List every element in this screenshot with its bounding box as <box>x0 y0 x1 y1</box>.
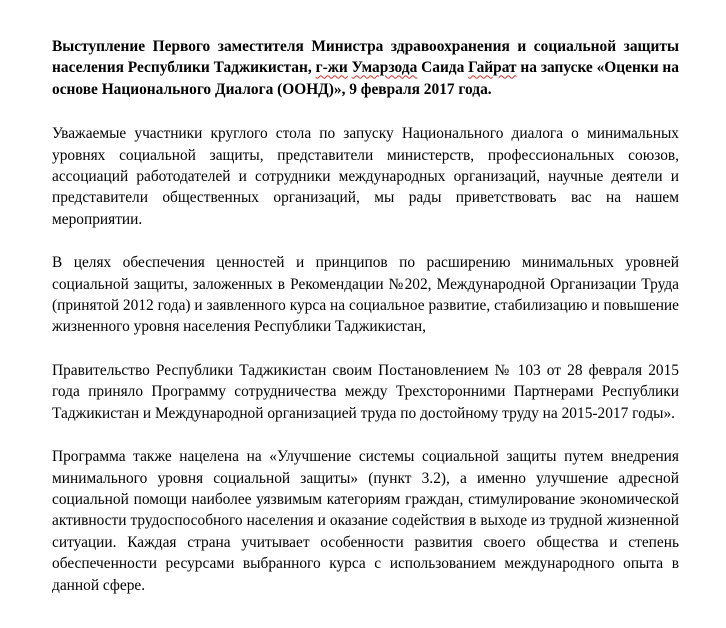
paragraph-government-program: Правительство Республики Таджикистан своим Постановлением № 103 от 28 февраля 2015 года приняло Программу сотрудничества между Трехсторонними Партнерами Республики Таджикистан и Международной организацией труда по достойному труду на 2015-2017 годы». <box>52 361 679 422</box>
document-heading <box>52 36 679 100</box>
heading-text-part4: на запуске «Оценки на основе Национального Диалога (ООНД)», 9 февраля 2017 года. <box>52 59 679 98</box>
paragraph-program-goals: Программа также нацелена на «Улучшение системы социальной защиты путем внедрения минимального уровня социальной защиты» (пункт 3.2), а именно улучшение адресной социальной помощи наиболее уязвимым категориям граждан, стимулирование экономической активности трудоспособного населения и оказание содействия в выходе из трудной жизненной ситуации. Каждая страна учитывает особенности развития своего общества и степень обеспеченности ресурсами выбранного курса с использованием международного опыта в данной сфере. <box>52 448 679 594</box>
heading-text-part3: Саида <box>417 59 469 77</box>
misspelled-word[interactable]: Умарзода <box>351 59 418 77</box>
heading-text-part1: Выступление Первого заместителя Министра здравоохранения и социальной защиты населения Республики Таджикистан, <box>52 38 679 77</box>
paragraph-principles: В целях обеспечения ценностей и принципов по расширению минимальных уровней социальной защиты, заложенных в Рекомендации №202, Международной Организации Труда (принятой 2012 года) и заявленного курса на социальное развитие, стабилизацию и повышение жизненного уровня населения Республики Таджикистан, <box>52 254 679 336</box>
misspelled-word[interactable]: Гайрат <box>468 59 517 77</box>
misspelled-word[interactable]: г-жи <box>315 59 348 77</box>
document-page <box>52 36 679 618</box>
paragraph-greeting: Уважаемые участники круглого стола по запуску Национального диалога о минимальных уровнях социальной защиты, представители министерств, профессиональных союзов, ассоциаций работодателей и сотрудники международных организаций, научные деятели и представители общественных организаций, мы рады приветствовать вас на нашем мероприятии. <box>52 125 679 228</box>
